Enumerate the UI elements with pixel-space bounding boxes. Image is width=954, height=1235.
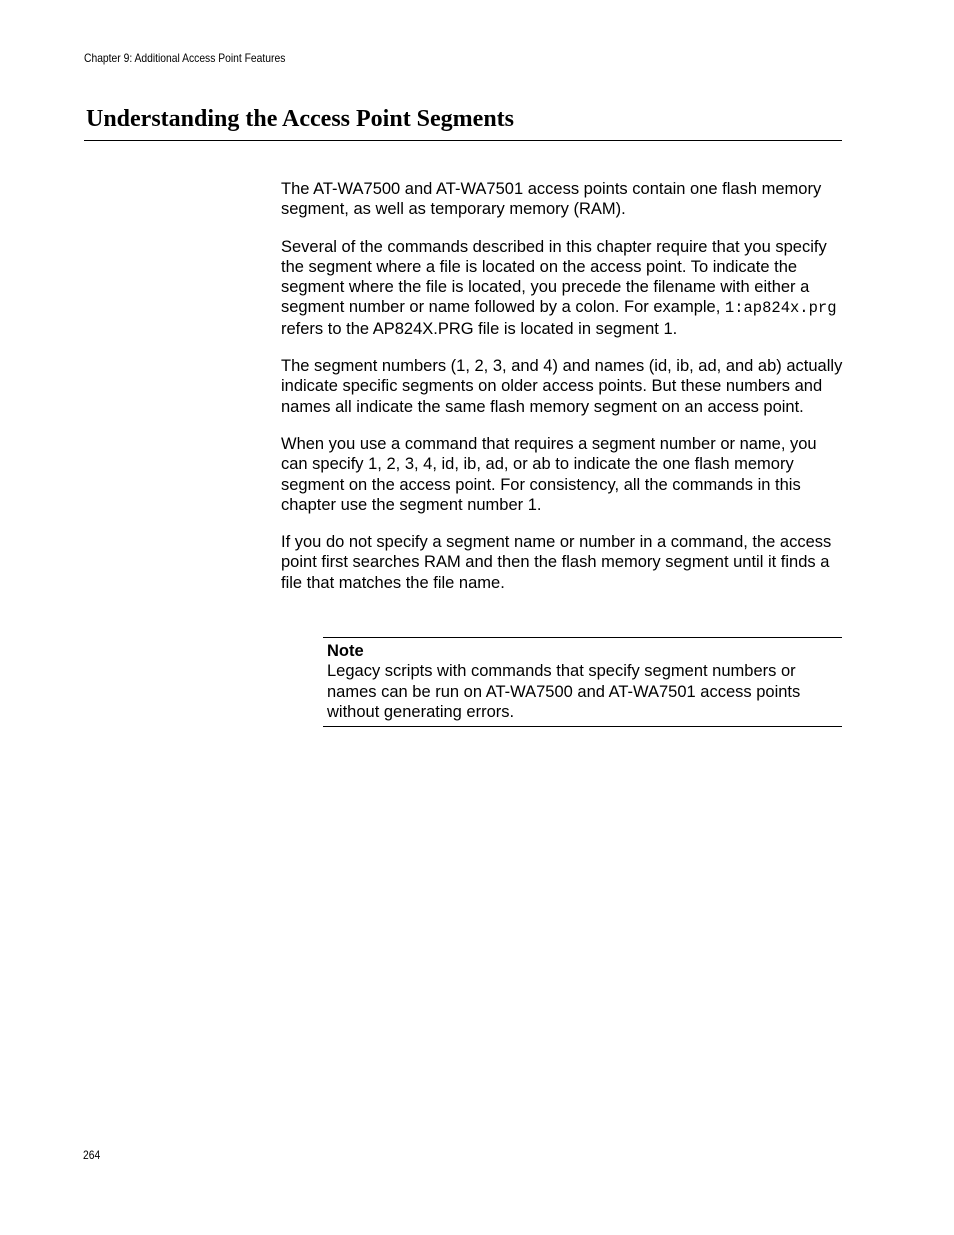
note-label: Note bbox=[327, 642, 364, 660]
page-number: 264 bbox=[83, 1148, 101, 1162]
title-rule bbox=[84, 140, 842, 141]
paragraph-segment-syntax-tail: refers to the AP824X.PRG file is located in segment 1. bbox=[281, 319, 678, 338]
paragraph-segment-syntax-lead: Several of the commands described in this chapter require that you specify the segment where a file is located on the access point. To indicate the segment where the file is located, you precede the filename with either a segment number or name followed by a colon. For example, bbox=[281, 237, 827, 317]
code-example: 1:ap824x.prg bbox=[724, 299, 837, 318]
note-text: Legacy scripts with commands that specify segment numbers or names can be run on AT-WA7500 and AT-WA7501 access points without generating errors. bbox=[327, 662, 801, 721]
note-box bbox=[323, 637, 842, 727]
paragraph-segment-usage: When you use a command that requires a segment number or name, you can specify 1, 2, 3, 4, id, ib, ad, or ab to indicate the one flash memory segment on the access point. For consistency, all the commands in this chapter use the segment number 1. bbox=[281, 434, 817, 514]
paragraph-default-search: If you do not specify a segment name or number in a command, the access point first searches RAM and then the flash memory segment until it finds a file that matches the file name. bbox=[281, 533, 832, 592]
running-header: Chapter 9: Additional Access Point Features bbox=[84, 51, 286, 65]
paragraph-segment-names: The segment numbers (1, 2, 3, and 4) and names (id, ib, ad, and ab) actually indicate specific segments on older access points. But these numbers and names all indicate the same flash memory segment on an access point. bbox=[281, 357, 843, 416]
paragraph-segment-syntax bbox=[281, 237, 846, 339]
paragraph-intro: The AT-WA7500 and AT-WA7501 access points contain one flash memory segment, as well as temporary memory (RAM). bbox=[281, 180, 822, 219]
section-title: Understanding the Access Point Segments bbox=[86, 106, 515, 132]
body-text bbox=[281, 179, 846, 610]
